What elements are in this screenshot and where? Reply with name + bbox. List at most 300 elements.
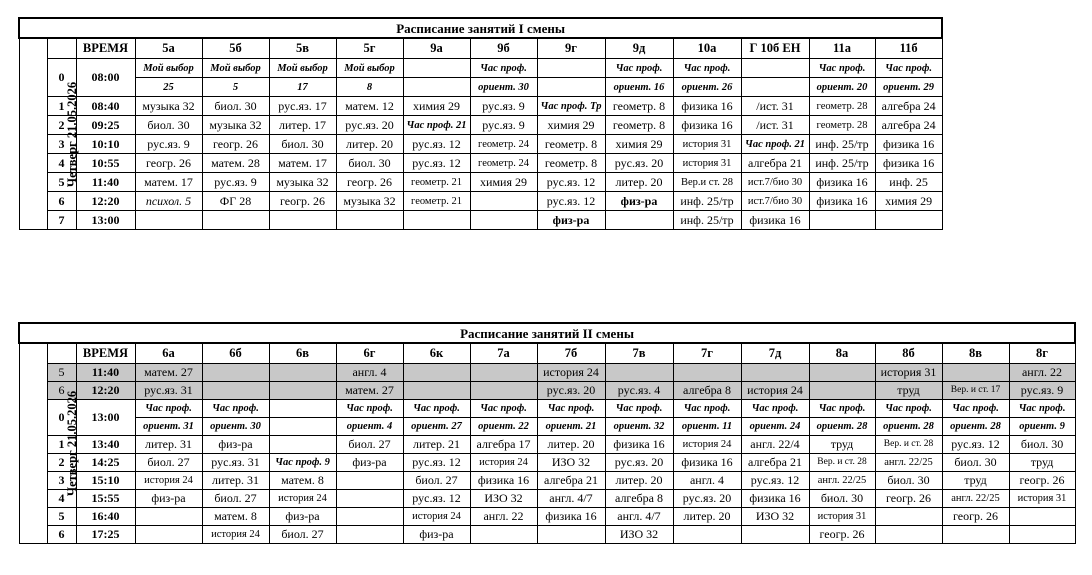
- class-header: 9а: [403, 38, 470, 59]
- lesson-number: 0: [47, 400, 76, 436]
- schedule-cell: рус.яз. 12: [403, 154, 470, 173]
- schedule-cell: [269, 382, 336, 400]
- schedule-cell: [135, 211, 202, 230]
- schedule-cell: литер. 20: [673, 508, 741, 526]
- schedule-cell: биол. 27: [403, 472, 470, 490]
- schedule-cell: [875, 211, 942, 230]
- schedule-cell: англ. 4/7: [537, 490, 605, 508]
- schedule-cell: рус.яз. 9: [470, 97, 537, 116]
- schedule-cell: физика 16: [470, 472, 537, 490]
- schedule-cell: [537, 78, 605, 97]
- schedule-cell: [336, 526, 403, 544]
- schedule-cell: химия 29: [605, 135, 673, 154]
- schedule-cell: ИЗО 32: [537, 454, 605, 472]
- schedule-cell: [741, 78, 809, 97]
- schedule-cell: матем. 8: [202, 508, 269, 526]
- schedule-cell: [269, 436, 336, 454]
- class-header: 5б: [202, 38, 269, 59]
- schedule-cell: музыка 32: [336, 192, 403, 211]
- class-header: 7а: [470, 343, 537, 364]
- schedule-cell: [403, 59, 470, 78]
- schedule-cell: Вер. и ст. 17: [942, 382, 1009, 400]
- schedule-cell: алгебра 24: [875, 116, 942, 135]
- schedule-cell: труд: [875, 382, 942, 400]
- schedule-cell: англ. 22/25: [809, 472, 875, 490]
- schedule-cell: геометр. 28: [809, 97, 875, 116]
- lesson-time: 10:55: [76, 154, 135, 173]
- schedule-cell: Час проф.: [673, 400, 741, 418]
- schedule-cell: ист.7/био 30: [741, 173, 809, 192]
- shift2-schedule-table: [18, 322, 1076, 544]
- schedule-cell: химия 29: [470, 173, 537, 192]
- class-header: 7г: [673, 343, 741, 364]
- lesson-number: 1: [47, 436, 76, 454]
- schedule-cell: геогр. 26: [202, 135, 269, 154]
- schedule-cell: Час проф.: [809, 59, 875, 78]
- schedule-cell: рус.яз. 12: [403, 490, 470, 508]
- schedule-cell: ориент. 11: [673, 418, 741, 436]
- schedule-cell: Час проф.: [470, 59, 537, 78]
- schedule-cell: [605, 364, 673, 382]
- schedule-cell: ориент. 26: [673, 78, 741, 97]
- lesson-time: 08:40: [76, 97, 135, 116]
- schedule-cell: геометр. 21: [403, 173, 470, 192]
- schedule-cell: Час проф.: [605, 59, 673, 78]
- lesson-number: 2: [47, 116, 76, 135]
- schedule-cell: Час проф.: [942, 400, 1009, 418]
- schedule-cell: ориент. 30: [470, 78, 537, 97]
- lesson-number: 1: [47, 97, 76, 116]
- lesson-number: 5: [47, 364, 76, 382]
- schedule-cell: физика 16: [875, 135, 942, 154]
- lesson-number: 3: [47, 472, 76, 490]
- schedule-cell: история 24: [470, 454, 537, 472]
- schedule-cell: [336, 508, 403, 526]
- schedule-cell: [135, 508, 202, 526]
- schedule-cell: рус.яз. 12: [537, 192, 605, 211]
- schedule-cell: [741, 526, 809, 544]
- schedule-cell: инф. 25/тр: [809, 135, 875, 154]
- schedule-cell: англ. 22/4: [741, 436, 809, 454]
- schedule-cell: ИЗО 32: [741, 508, 809, 526]
- schedule-cell: [269, 418, 336, 436]
- schedule-cell: музыка 32: [202, 116, 269, 135]
- schedule-cell: литер. 31: [202, 472, 269, 490]
- shift2-title: Расписание занятий II смены: [19, 323, 1075, 343]
- schedule-cell: история 24: [202, 526, 269, 544]
- class-header: 7д: [741, 343, 809, 364]
- schedule-cell: [269, 400, 336, 418]
- schedule-cell: [537, 526, 605, 544]
- class-header: 8а: [809, 343, 875, 364]
- schedule-cell: Час проф.: [537, 400, 605, 418]
- schedule-cell: ориент. 27: [403, 418, 470, 436]
- schedule-cell: [202, 364, 269, 382]
- shift1-schedule-table: [18, 17, 943, 230]
- class-header: Г 10б ЕН: [741, 38, 809, 59]
- schedule-cell: рус.яз. 12: [942, 436, 1009, 454]
- schedule-cell: геометр. 28: [809, 116, 875, 135]
- schedule-cell: Вер.и ст. 28: [673, 173, 741, 192]
- schedule-cell: ориент. 28: [875, 418, 942, 436]
- time-header: ВРЕМЯ: [76, 343, 135, 364]
- schedule-cell: [336, 490, 403, 508]
- schedule-cell: геогр. 26: [269, 192, 336, 211]
- schedule-cell: литер. 20: [605, 173, 673, 192]
- schedule-cell: физика 16: [809, 192, 875, 211]
- schedule-cell: [537, 59, 605, 78]
- schedule-cell: биол. 30: [269, 135, 336, 154]
- schedule-cell: 25: [135, 78, 202, 97]
- schedule-cell: англ. 4/7: [605, 508, 673, 526]
- schedule-cell: Мой выбор: [269, 59, 336, 78]
- schedule-cell: Час проф.: [403, 400, 470, 418]
- schedule-cell: биол. 30: [336, 154, 403, 173]
- schedule-cell: труд: [809, 436, 875, 454]
- schedule-cell: алгебра 21: [537, 472, 605, 490]
- schedule-cell: геогр. 26: [875, 490, 942, 508]
- schedule-cell: матем. 27: [135, 364, 202, 382]
- schedule-cell: Час проф. 21: [403, 116, 470, 135]
- schedule-cell: геогр. 26: [1009, 472, 1075, 490]
- schedule-cell: [605, 211, 673, 230]
- class-header: 11а: [809, 38, 875, 59]
- schedule-cell: физика 16: [875, 154, 942, 173]
- schedule-cell: геометр. 24: [470, 135, 537, 154]
- schedule-cell: ИЗО 32: [470, 490, 537, 508]
- lesson-time: 12:20: [76, 192, 135, 211]
- schedule-cell: инф. 25/тр: [673, 192, 741, 211]
- lesson-time: 08:00: [76, 59, 135, 97]
- schedule-cell: англ. 22: [1009, 364, 1075, 382]
- schedule-cell: [942, 364, 1009, 382]
- schedule-cell: литер. 31: [135, 436, 202, 454]
- schedule-cell: [809, 382, 875, 400]
- schedule-cell: [269, 364, 336, 382]
- schedule-cell: биол. 30: [1009, 436, 1075, 454]
- schedule-cell: матем. 17: [269, 154, 336, 173]
- schedule-cell: [202, 211, 269, 230]
- lesson-time: 10:10: [76, 135, 135, 154]
- schedule-cell: алгебра 21: [741, 454, 809, 472]
- schedule-cell: Мой выбор: [202, 59, 269, 78]
- schedule-cell: ориент. 4: [336, 418, 403, 436]
- schedule-cell: история 24: [403, 508, 470, 526]
- schedule-cell: рус.яз. 12: [537, 173, 605, 192]
- schedule-cell: физика 16: [741, 211, 809, 230]
- schedule-cell: ориент. 24: [741, 418, 809, 436]
- schedule-cell: ориент. 32: [605, 418, 673, 436]
- schedule-cell: англ. 22: [470, 508, 537, 526]
- lesson-time: 09:25: [76, 116, 135, 135]
- schedule-cell: биол. 30: [942, 454, 1009, 472]
- lesson-time: 17:25: [76, 526, 135, 544]
- schedule-cell: англ. 4: [673, 472, 741, 490]
- schedule-cell: ориент. 21: [537, 418, 605, 436]
- schedule-cell: ориент. 16: [605, 78, 673, 97]
- schedule-cell: Час проф.: [605, 400, 673, 418]
- schedule-cell: рус.яз. 4: [605, 382, 673, 400]
- schedule-cell: физ-ра: [403, 526, 470, 544]
- schedule-cell: история 31: [673, 154, 741, 173]
- schedule-cell: литер. 20: [537, 436, 605, 454]
- day-label: Четверг 21.05.2026: [19, 38, 47, 230]
- class-header: 6а: [135, 343, 202, 364]
- schedule-cell: физ-ра: [537, 211, 605, 230]
- lesson-number: 7: [47, 211, 76, 230]
- schedule-cell: история 31: [673, 135, 741, 154]
- schedule-cell: история 31: [875, 364, 942, 382]
- schedule-cell: биол. 30: [202, 97, 269, 116]
- class-header: 6б: [202, 343, 269, 364]
- lesson-number: 0: [47, 59, 76, 97]
- schedule-cell: [470, 382, 537, 400]
- schedule-cell: биол. 30: [135, 116, 202, 135]
- schedule-cell: рус.яз. 12: [403, 454, 470, 472]
- schedule-cell: физика 16: [673, 454, 741, 472]
- day-label: Четверг 21.05.2026: [19, 343, 47, 544]
- schedule-cell: [403, 211, 470, 230]
- schedule-cell: [269, 211, 336, 230]
- class-header: 7б: [537, 343, 605, 364]
- schedule-cell: [673, 364, 741, 382]
- schedule-cell: геометр. 21: [403, 192, 470, 211]
- schedule-cell: алгебра 8: [673, 382, 741, 400]
- schedule-cell: рус.яз. 12: [741, 472, 809, 490]
- schedule-cell: [470, 211, 537, 230]
- schedule-cell: [403, 78, 470, 97]
- schedule-cell: рус.яз. 31: [135, 382, 202, 400]
- schedule-cell: 8: [336, 78, 403, 97]
- schedule-cell: физ-ра: [336, 454, 403, 472]
- lesson-number: 4: [47, 490, 76, 508]
- schedule-cell: [809, 211, 875, 230]
- class-header: 8г: [1009, 343, 1075, 364]
- schedule-cell: физ-ра: [269, 508, 336, 526]
- schedule-cell: физика 16: [537, 508, 605, 526]
- schedule-cell: ориент. 28: [809, 418, 875, 436]
- schedule-cell: литер. 21: [403, 436, 470, 454]
- lesson-time: 11:40: [76, 364, 135, 382]
- schedule-cell: Вер. и ст. 28: [875, 436, 942, 454]
- schedule-cell: рус.яз. 17: [269, 97, 336, 116]
- schedule-cell: Час проф.: [336, 400, 403, 418]
- schedule-cell: физ-ра: [202, 436, 269, 454]
- schedule-cell: биол. 30: [809, 490, 875, 508]
- schedule-cell: инф. 25/тр: [809, 154, 875, 173]
- schedule-cell: инф. 25: [875, 173, 942, 192]
- schedule-cell: литер. 20: [336, 135, 403, 154]
- schedule-cell: рус.яз. 9: [135, 135, 202, 154]
- schedule-cell: ориент. 20: [809, 78, 875, 97]
- schedule-cell: матем. 8: [269, 472, 336, 490]
- schedule-cell: рус.яз. 20: [605, 454, 673, 472]
- schedule-cell: физ-ра: [605, 192, 673, 211]
- schedule-cell: геогр. 26: [809, 526, 875, 544]
- schedule-cell: Вер. и ст. 28: [809, 454, 875, 472]
- lesson-time: 16:40: [76, 508, 135, 526]
- schedule-cell: Час проф.: [741, 400, 809, 418]
- class-header: 5в: [269, 38, 336, 59]
- schedule-cell: [403, 364, 470, 382]
- schedule-cell: биол. 27: [135, 454, 202, 472]
- schedule-cell: [336, 211, 403, 230]
- schedule-cell: алгебра 8: [605, 490, 673, 508]
- schedule-cell: рус.яз. 20: [605, 154, 673, 173]
- schedule-cell: англ. 22/25: [875, 454, 942, 472]
- class-header: 6к: [403, 343, 470, 364]
- class-header: 11б: [875, 38, 942, 59]
- schedule-cell: геометр. 8: [605, 97, 673, 116]
- schedule-cell: геометр. 8: [605, 116, 673, 135]
- schedule-cell: физика 16: [605, 436, 673, 454]
- schedule-cell: алгебра 17: [470, 436, 537, 454]
- schedule-cell: геометр. 24: [470, 154, 537, 173]
- schedule-cell: Час проф. 9: [269, 454, 336, 472]
- lesson-number: 4: [47, 154, 76, 173]
- schedule-cell: рус.яз. 9: [470, 116, 537, 135]
- schedule-cell: англ. 22/25: [942, 490, 1009, 508]
- schedule-cell: геогр. 26: [336, 173, 403, 192]
- schedule-cell: рус.яз. 20: [673, 490, 741, 508]
- schedule-cell: 5: [202, 78, 269, 97]
- lesson-time: 15:55: [76, 490, 135, 508]
- schedule-cell: [942, 526, 1009, 544]
- lesson-number: 6: [47, 192, 76, 211]
- schedule-cell: ориент. 28: [942, 418, 1009, 436]
- lesson-number: 3: [47, 135, 76, 154]
- class-header: 9г: [537, 38, 605, 59]
- schedule-cell: биол. 27: [336, 436, 403, 454]
- schedule-cell: [741, 364, 809, 382]
- schedule-cell: ист.7/био 30: [741, 192, 809, 211]
- schedule-cell: [875, 526, 942, 544]
- schedule-cell: [1009, 526, 1075, 544]
- time-header: ВРЕМЯ: [76, 38, 135, 59]
- schedule-cell: труд: [942, 472, 1009, 490]
- class-header: 8в: [942, 343, 1009, 364]
- schedule-cell: Час проф. Тр: [537, 97, 605, 116]
- lesson-number: 2: [47, 454, 76, 472]
- schedule-cell: геометр. 8: [537, 154, 605, 173]
- schedule-cell: матем. 27: [336, 382, 403, 400]
- shift1-title: Расписание занятий I смены: [19, 18, 942, 38]
- schedule-cell: [470, 364, 537, 382]
- schedule-cell: рус.яз. 9: [202, 173, 269, 192]
- schedule-cell: история 24: [135, 472, 202, 490]
- schedule-cell: [673, 526, 741, 544]
- schedule-cell: Час проф.: [809, 400, 875, 418]
- schedule-cell: история 24: [537, 364, 605, 382]
- schedule-cell: [809, 364, 875, 382]
- schedule-cell: психол. 5: [135, 192, 202, 211]
- schedule-cell: Мой выбор: [336, 59, 403, 78]
- schedule-cell: рус.яз. 20: [336, 116, 403, 135]
- schedule-cell: [470, 192, 537, 211]
- schedule-cell: ориент. 29: [875, 78, 942, 97]
- schedule-cell: /ист. 31: [741, 116, 809, 135]
- schedule-cell: матем. 28: [202, 154, 269, 173]
- schedule-cell: история 24: [269, 490, 336, 508]
- schedule-cell: рус.яз. 31: [202, 454, 269, 472]
- class-header: 8б: [875, 343, 942, 364]
- schedule-cell: биол. 27: [269, 526, 336, 544]
- schedule-cell: Час проф.: [135, 400, 202, 418]
- schedule-cell: ориент. 22: [470, 418, 537, 436]
- schedule-cell: Час проф.: [202, 400, 269, 418]
- schedule-cell: ориент. 9: [1009, 418, 1075, 436]
- schedule-cell: химия 29: [537, 116, 605, 135]
- class-header: 9д: [605, 38, 673, 59]
- schedule-cell: Час проф.: [1009, 400, 1075, 418]
- schedule-cell: Час проф.: [470, 400, 537, 418]
- schedule-cell: физ-ра: [135, 490, 202, 508]
- schedule-cell: история 31: [1009, 490, 1075, 508]
- lesson-number: 6: [47, 526, 76, 544]
- schedule-cell: биол. 30: [875, 472, 942, 490]
- schedule-cell: геометр. 8: [537, 135, 605, 154]
- schedule-cell: [403, 382, 470, 400]
- schedule-cell: Мой выбор: [135, 59, 202, 78]
- lesson-time: 13:40: [76, 436, 135, 454]
- lesson-number-header: [47, 38, 76, 59]
- schedule-cell: [741, 59, 809, 78]
- schedule-cell: Час проф.: [875, 59, 942, 78]
- schedule-cell: история 24: [741, 382, 809, 400]
- schedule-cell: [202, 382, 269, 400]
- lesson-time: 11:40: [76, 173, 135, 192]
- class-header: 5г: [336, 38, 403, 59]
- schedule-cell: химия 29: [403, 97, 470, 116]
- schedule-cell: [336, 472, 403, 490]
- lesson-number: 5: [47, 173, 76, 192]
- class-header: 6в: [269, 343, 336, 364]
- schedule-cell: ориент. 31: [135, 418, 202, 436]
- schedule-cell: матем. 17: [135, 173, 202, 192]
- schedule-cell: музыка 32: [269, 173, 336, 192]
- schedule-cell: [135, 526, 202, 544]
- schedule-cell: ИЗО 32: [605, 526, 673, 544]
- schedule-cell: физика 16: [673, 97, 741, 116]
- schedule-cell: алгебра 24: [875, 97, 942, 116]
- schedule-cell: геогр. 26: [942, 508, 1009, 526]
- schedule-cell: Час проф.: [673, 59, 741, 78]
- schedule-cell: алгебра 21: [741, 154, 809, 173]
- lesson-time: 14:25: [76, 454, 135, 472]
- schedule-cell: геогр. 26: [135, 154, 202, 173]
- schedule-cell: ФГ 28: [202, 192, 269, 211]
- schedule-cell: 17: [269, 78, 336, 97]
- schedule-cell: рус.яз. 12: [403, 135, 470, 154]
- class-header: 5а: [135, 38, 202, 59]
- schedule-cell: [470, 526, 537, 544]
- schedule-cell: химия 29: [875, 192, 942, 211]
- schedule-cell: [1009, 508, 1075, 526]
- schedule-cell: физика 16: [741, 490, 809, 508]
- schedule-cell: рус.яз. 20: [537, 382, 605, 400]
- schedule-cell: [875, 508, 942, 526]
- schedule-cell: англ. 4: [336, 364, 403, 382]
- schedule-cell: литер. 17: [269, 116, 336, 135]
- lesson-time: 13:00: [76, 400, 135, 436]
- schedule-cell: ориент. 30: [202, 418, 269, 436]
- schedule-cell: физика 16: [809, 173, 875, 192]
- schedule-cell: рус.яз. 9: [1009, 382, 1075, 400]
- schedule-cell: инф. 25/тр: [673, 211, 741, 230]
- lesson-time: 12:20: [76, 382, 135, 400]
- class-header: 7в: [605, 343, 673, 364]
- schedule-cell: труд: [1009, 454, 1075, 472]
